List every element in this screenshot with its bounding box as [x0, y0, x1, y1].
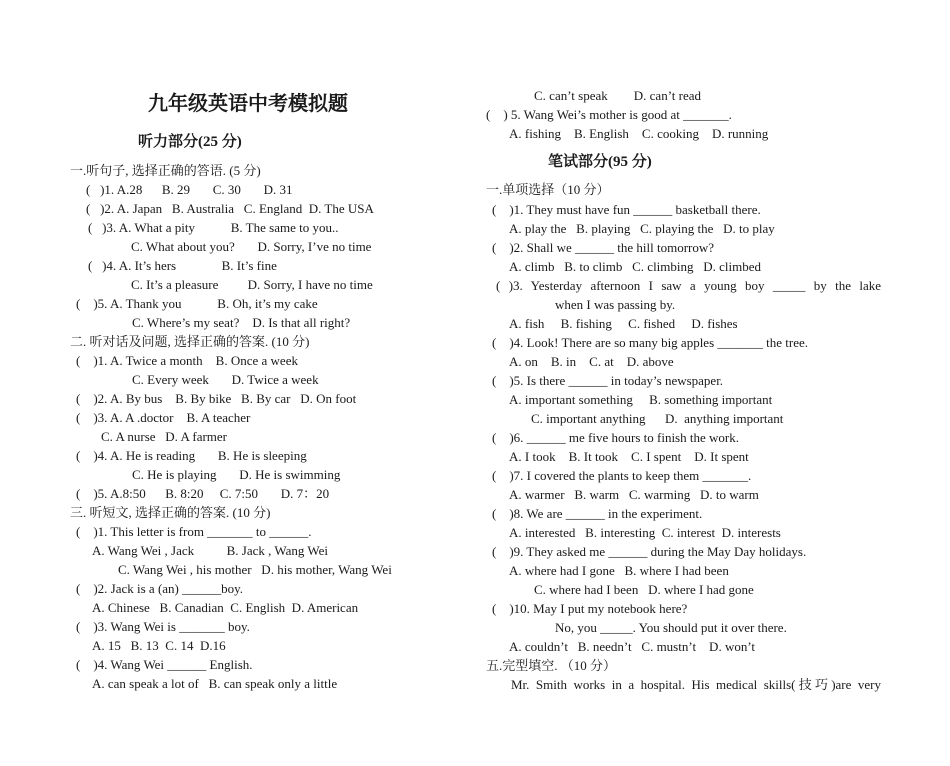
question-line: ( )4. Wang Wei ______ English. — [76, 657, 253, 672]
part-heading: 三. 听短文, 选择正确的答案. (10 分) — [70, 505, 271, 520]
part-heading: 二. 听对话及问题, 选择正确的答案. (10 分) — [70, 334, 310, 349]
part-heading: 五.完型填空. （10 分） — [486, 658, 617, 673]
question-line: ( )3. Yesterday afternoon I saw a young boy _____ by the lake — [496, 278, 881, 293]
section-heading-written: 笔试部分(95 分) — [548, 154, 652, 170]
question-line: ( )8. We are ______ in the experiment. — [492, 506, 703, 521]
question-continuation: when I was passing by. — [555, 297, 676, 312]
option-line: C. Wang Wei , his mother D. his mother, Wang Wei — [118, 562, 392, 577]
option-line: A. play the B. playing C. playing the D. to play — [509, 221, 775, 236]
question-line: ( )2. A. By bus B. By bike B. By car D. On foot — [76, 391, 357, 406]
question-line: ( )4. A. It’s hers B. It’s fine — [88, 258, 277, 273]
question-line: ( )2. A. Japan B. Australia C. England D. The USA — [86, 201, 374, 216]
option-line: A. warmer B. warm C. warming D. to warm — [509, 487, 759, 502]
option-line: A. fish B. fishing C. fished D. fishes — [509, 316, 738, 331]
option-line: A. 15 B. 13 C. 14 D.16 — [92, 638, 226, 653]
question-line: ( )5. Is there ______ in today’s newspaper. — [492, 373, 724, 388]
option-line: A. important something B. something important — [509, 392, 773, 407]
question-line: ( )5. A. Thank you B. Oh, it’s my cake — [76, 296, 318, 311]
question-line: ( )6. ______ me five hours to finish the work. — [492, 430, 739, 445]
question-line: ( )2. Jack is a (an) ______boy. — [76, 581, 244, 596]
question-line: ( )4. A. He is reading B. He is sleeping — [76, 448, 307, 463]
question-line: ( )10. May I put my notebook here? — [492, 601, 688, 616]
option-line: C. can’t speak D. can’t read — [534, 88, 702, 103]
section-heading-listening: 听力部分(25 分) — [138, 134, 242, 150]
option-line: A. where had I gone B. where I had been — [509, 563, 729, 578]
question-line: ( )3. A. What a pity B. The same to you.. — [88, 220, 339, 235]
option-line: C. It’s a pleasure D. Sorry, I have no time — [131, 277, 373, 292]
part-heading: 一.单项选择（10 分） — [486, 182, 610, 197]
question-line: ( )2. Shall we ______ the hill tomorrow? — [492, 240, 715, 255]
question-line: ( )4. Look! There are so many big apples _______ the tree. — [492, 335, 808, 350]
option-line: C. important anything D. anything important — [531, 411, 784, 426]
question-line: ( )7. I covered the plants to keep them _______. — [492, 468, 752, 483]
option-line: A. Wang Wei , Jack B. Jack , Wang Wei — [92, 543, 329, 558]
question-line: ( )1. A. Twice a month B. Once a week — [76, 353, 298, 368]
option-line: A. interested B. interesting C. interest D. interests — [509, 525, 781, 540]
option-line: C. He is playing D. He is swimming — [132, 467, 341, 482]
option-line: A. fishing B. English C. cooking D. running — [509, 126, 769, 141]
option-line: A. on B. in C. at D. above — [509, 354, 674, 369]
option-line: C. Where’s my seat? D. Is that all right? — [132, 315, 351, 330]
question-continuation: No, you _____. You should put it over there. — [555, 620, 787, 635]
question-line: ( ) 5. Wang Wei’s mother is good at _______. — [486, 107, 732, 122]
question-line: ( )5. A.8:50 B. 8:20 C. 7:50 D. 7：20 — [76, 486, 330, 501]
question-line: ( )1. They must have fun ______ basketball there. — [492, 202, 761, 217]
page-title: 九年级英语中考模拟题 — [148, 93, 348, 115]
option-line: A. can speak a lot of B. can speak only a little — [92, 676, 338, 691]
question-line: ( )1. A.28 B. 29 C. 30 D. 31 — [86, 182, 293, 197]
question-line: ( )3. Wang Wei is _______ boy. — [76, 619, 250, 634]
option-line: A. couldn’t B. needn’t C. mustn’t D. won’t — [509, 639, 756, 654]
part-heading: 一.听句子, 选择正确的答语. (5 分) — [70, 163, 261, 178]
option-line: C. Every week D. Twice a week — [132, 372, 319, 387]
option-line: C. What about you? D. Sorry, I’ve no time — [131, 239, 372, 254]
question-line: ( )1. This letter is from _______ to ______. — [76, 524, 312, 539]
question-line: ( )3. A. A .doctor B. A teacher — [76, 410, 251, 425]
option-line: C. where had I been D. where I had gone — [534, 582, 754, 597]
option-line: A. Chinese B. Canadian C. English D. American — [92, 600, 359, 615]
option-line: A. climb B. to climb C. climbing D. climbed — [509, 259, 762, 274]
option-line: C. A nurse D. A farmer — [101, 429, 228, 444]
question-line: ( )9. They asked me ______ during the May Day holidays. — [492, 544, 807, 559]
option-line: A. I took B. It took C. I spent D. It spent — [509, 449, 749, 464]
passage-line: Mr. Smith works in a hospital. His medical skills(技巧)are very — [511, 677, 881, 692]
